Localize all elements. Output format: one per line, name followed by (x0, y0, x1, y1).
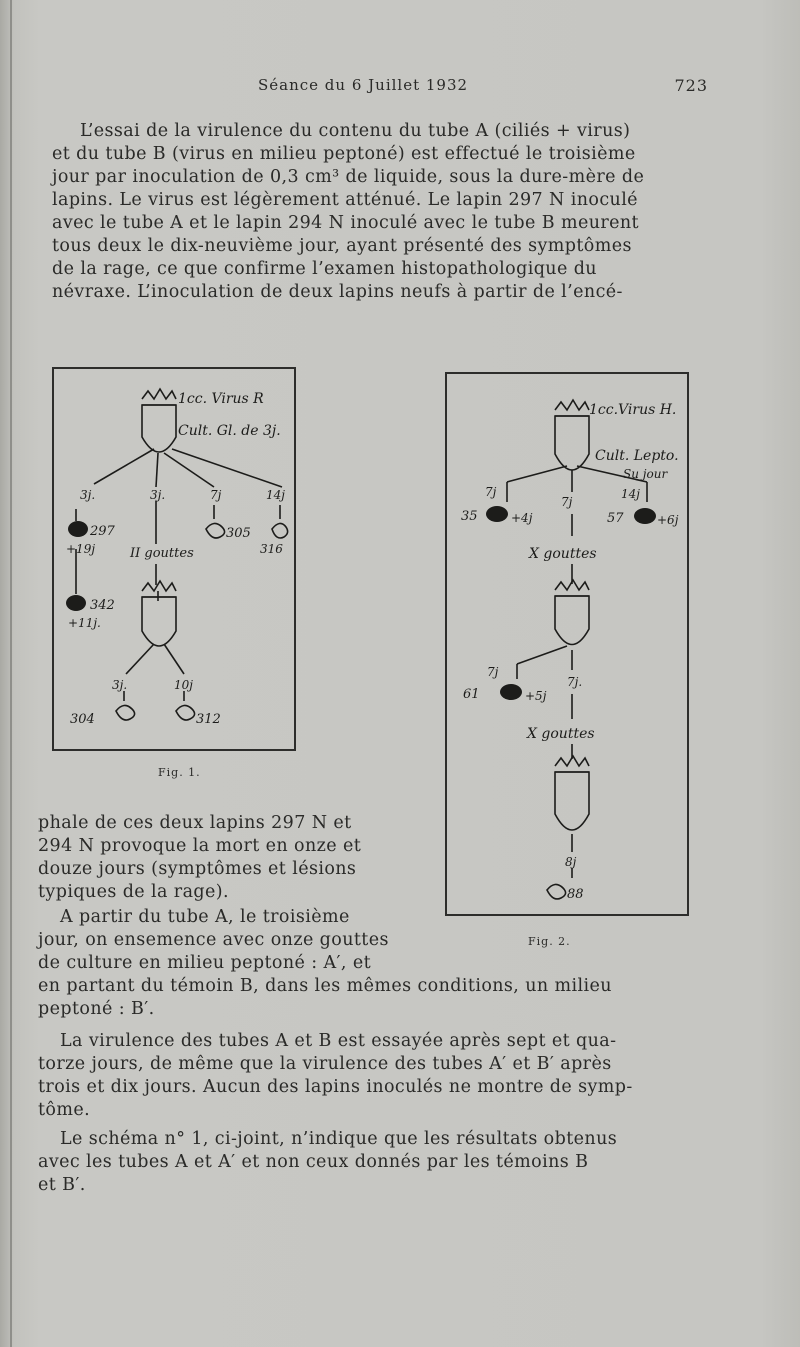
fig1-day-label: 10j (174, 678, 193, 692)
figure-1-diagram (54, 369, 294, 749)
text-line: douze jours (symptômes et lésions (38, 859, 357, 879)
fig2-day-label: 7j (561, 495, 573, 509)
text-line: avec les tubes A et A′ et non ceux donnés par les témoins B (38, 1152, 589, 1172)
fig2-death-35: +4j (511, 511, 533, 525)
figure-1 (52, 367, 296, 751)
header-title: Séance du 6 Juillet 1932 (258, 76, 469, 94)
fig1-day-label: 3j. (80, 488, 96, 502)
fig2-day-label: 14j (621, 487, 640, 501)
text-line: peptoné : B′. (38, 999, 155, 1019)
paragraph-4 (38, 1030, 718, 1122)
text-line: tous deux le dix-neuvième jour, ayant présenté des symptômes (52, 236, 632, 256)
text-line: torze jours, de même que la virulence des tubes A′ et B′ après (38, 1054, 612, 1074)
fig2-drops-label-2: X gouttes (527, 726, 595, 742)
text-line: névraxe. L’inoculation de deux lapins neufs à partir de l’encé- (52, 282, 623, 302)
paragraph-5 (38, 1128, 718, 1197)
text-line: et du tube B (virus en milieu peptoné) est effectué le troisième (52, 144, 636, 164)
fig2-day-label: 7j (485, 485, 497, 499)
binding-shadow (10, 0, 12, 1347)
text-line: typiques de la rage). (38, 882, 229, 902)
text-line: et B′. (38, 1175, 86, 1195)
fig1-rabbit-316: 316 (260, 542, 283, 556)
fig2-death-61: +5j (525, 689, 547, 703)
text-line: L’essai de la virulence du contenu du tube A (ciliés + virus) (80, 121, 631, 141)
fig1-day-label: 3j. (112, 678, 128, 692)
fig1-day-label: 14j (266, 488, 285, 502)
fig2-final-day: 8j (565, 855, 577, 869)
text-line: 294 N provoque la mort en onze et (38, 836, 362, 856)
text-line: phale de ces deux lapins 297 N et (38, 813, 352, 833)
fig2-virus-label: 1cc.Virus H. (589, 402, 677, 418)
fig2-day-label: 7j (487, 665, 499, 679)
fig1-death-297: +19j (66, 542, 96, 556)
text-line: lapins. Le virus est légèrement atténué. Le lapin 297 N inoculé (52, 190, 638, 210)
fig1-rabbit-304: 304 (70, 712, 95, 727)
fig2-rabbit-35: 35 (461, 509, 478, 524)
figure-1-caption: Fig. 1. (158, 766, 201, 779)
fig1-culture-label: Cult. Gl. de 3j. (178, 423, 281, 439)
text-line: A partir du tube A, le troisième (60, 907, 350, 927)
figure-2-caption: Fig. 2. (528, 935, 571, 948)
fig2-rabbit-61: 61 (463, 687, 480, 702)
fig1-day-label: 3j. (150, 488, 166, 502)
text-line: de la rage, ce que confirme l’examen histopathologique du (52, 259, 597, 279)
text-line: avec le tube A et le lapin 294 N inoculé avec le tube B meurent (52, 213, 639, 233)
paragraph-2 (38, 812, 414, 904)
text-line: en partant du témoin B, dans les mêmes conditions, un milieu (38, 976, 612, 996)
fig1-death-342: +11j. (68, 616, 101, 630)
figure-2 (445, 372, 689, 916)
text-line: trois et dix jours. Aucun des lapins inoculés ne montre de symp- (38, 1077, 633, 1097)
fig1-virus-label: 1cc. Virus R (178, 391, 264, 407)
text-line: jour, on ensemence avec onze gouttes (38, 930, 389, 950)
fig2-rabbit-57: 57 (607, 511, 624, 526)
fig1-rabbit-297: 297 (90, 524, 115, 539)
paragraph-1 (52, 120, 700, 304)
fig2-day-label: 7j. (567, 675, 583, 689)
fig2-culture-label: Cult. Lepto. (595, 448, 679, 464)
fig1-drops-label: II gouttes (130, 546, 194, 561)
fig2-culture-sub: Su jour (623, 467, 668, 481)
fig2-drops-label-1: X gouttes (529, 546, 597, 562)
paragraph-3 (38, 906, 718, 1021)
figure-2-diagram (447, 374, 687, 914)
text-line: de culture en milieu peptoné : A′, et (38, 953, 372, 973)
fig1-day-label: 7j (210, 488, 222, 502)
page-number: 723 (674, 76, 708, 95)
fig1-rabbit-312: 312 (196, 712, 221, 727)
fig1-rabbit-305: 305 (226, 526, 251, 541)
fig2-rabbit-88: 88 (567, 887, 584, 902)
text-line: La virulence des tubes A et B est essayée après sept et qua- (60, 1031, 617, 1051)
fig2-death-57: +6j (657, 513, 679, 527)
text-line: tôme. (38, 1100, 91, 1120)
fig1-rabbit-342: 342 (90, 598, 115, 613)
text-line: Le schéma n° 1, ci-joint, n’indique que les résultats obtenus (60, 1129, 618, 1149)
text-line: jour par inoculation de 0,3 cm³ de liquide, sous la dure-mère de (52, 167, 645, 187)
